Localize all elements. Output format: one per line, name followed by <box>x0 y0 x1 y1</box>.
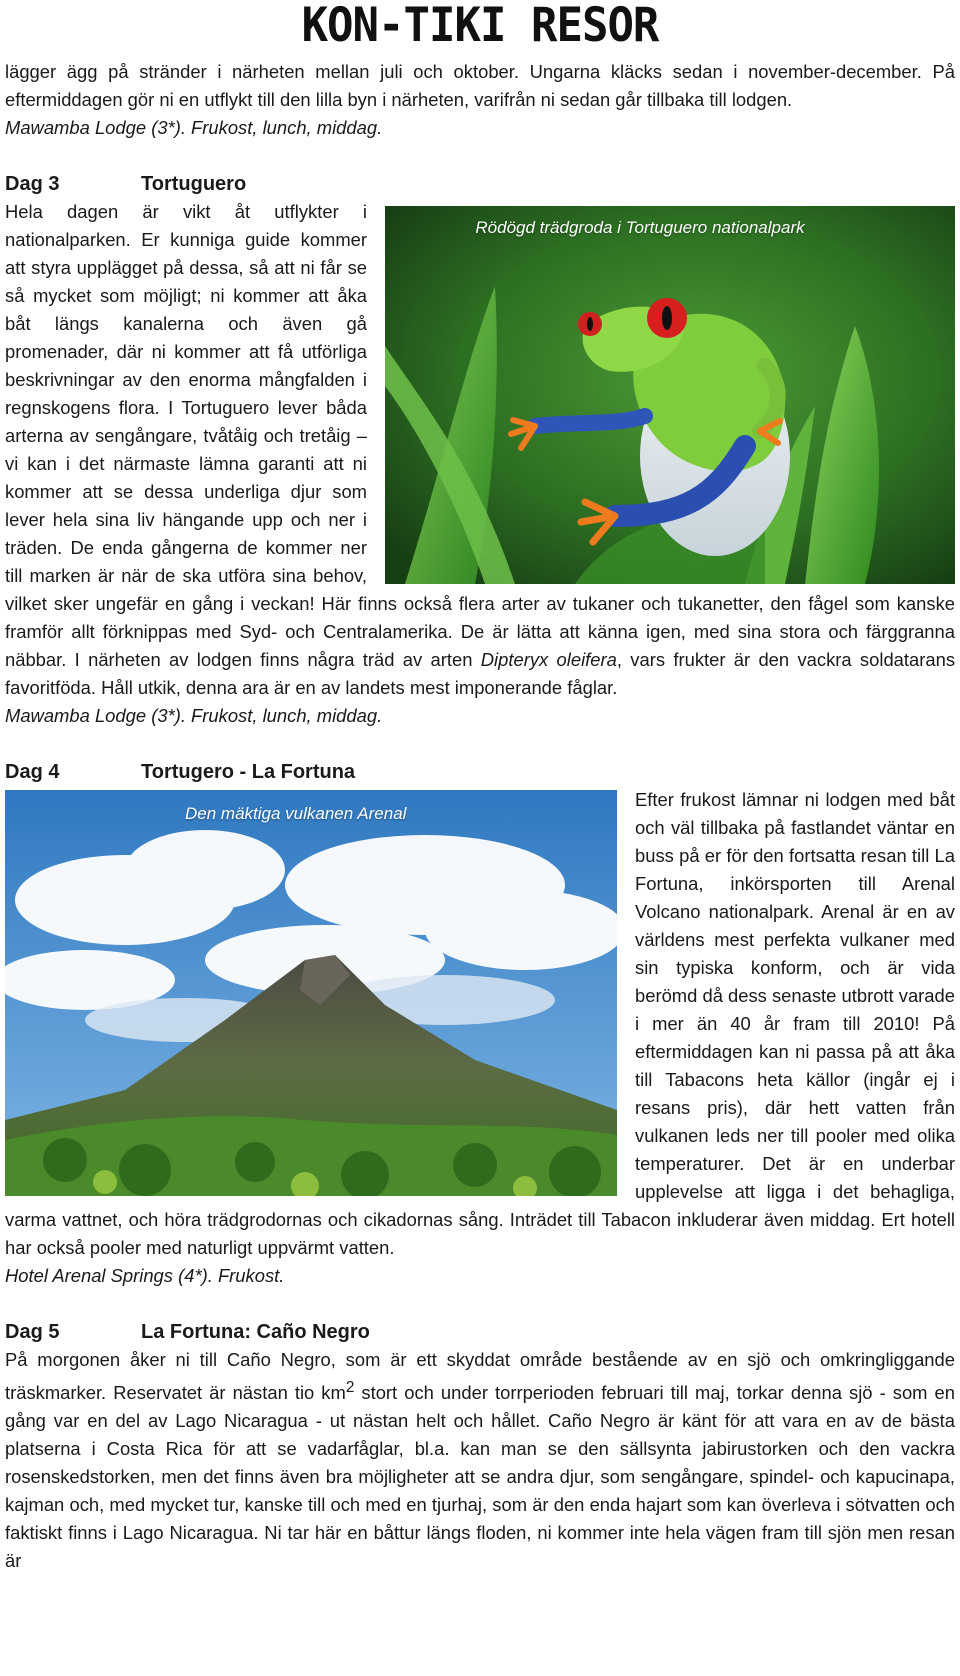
day4-hotel: Hotel Arenal Springs (4*). Frukost. <box>5 1265 285 1286</box>
day3-species: Dipteryx oleifera <box>480 649 617 670</box>
volcano-photo <box>5 790 617 1196</box>
document-body <box>5 58 955 1575</box>
intro-lodge: Mawamba Lodge (3*). Frukost, lunch, middag. <box>5 117 383 138</box>
day4-label: Dag 4 <box>5 761 60 783</box>
day3-heading <box>5 170 955 198</box>
day4-paragraph: Efter frukost lämnar ni lodgen med båt och väl tillbaka på fastlandet väntar en buss på er för den fortsatta resan till La Fortuna, inkörsporten till Arenal Volcano nationalpark. Arenal är en av världens mest perfekta vulkaner med sin typiska konform, och är vida berömd då dess senaste utbrott varade i mer än 40 år fram till 2010! På eftermiddagen kan ni passa på att åka till Tabacons heta källor (ingår ej i resans pris), där hett vatten från vulkanen leds ner till pooler med olika temperaturer. Det är en underbar upplevelse att ligga i det behagliga, varma vattnet, och höra trädgrodornas och cikadornas sång. Inträdet till Tabacon inkluderar även middag. Ert hotell har också pooler med naturligt uppvärmt vatten. <box>5 789 955 1258</box>
brand-logo: KON-TIKI RESOR <box>301 0 659 53</box>
frog-photo-icon <box>385 206 955 584</box>
day5-label: Dag 5 <box>5 1321 60 1343</box>
day3-label: Dag 3 <box>5 173 60 195</box>
volcano-photo-icon <box>5 790 617 1196</box>
day5-heading <box>5 1318 955 1346</box>
day5-superscript: 2 <box>345 1379 355 1396</box>
day5-paragraph: På morgonen åker ni till Caño Negro, som är ett skyddat område bestående av en sjö och omkringliggande träskmarker. Reservatet är nästan tio $km^2$ stort och under torrperioden februari till maj, torkar denna sjö - som en gång var en del av Lago Nicaragua - ut nästan helt och hållet. Caño Negro är känt för att vara en av de bästa platserna i Costa Rica för att se vadarfåglar, bl.a. kan man se den sällsynta jabirustorken och den vackra rosenskedstorken, men det finns även bra möjligheter att se andra djur, som sengångare, spindel- och kapucinapa, kajman och, med mycket tur, kanske till och med en tjurhaj, som är den enda hajart som kan överleva i sötvatten och faktiskt finns i Lago Nicaragua. Ni tar här en båttur längs floden, ni kommer inte hela vägen fram till sjön men resan är <box>5 1349 955 1572</box>
frog-photo-caption: Rödögd trädgroda i Tortuguero nationalpark <box>475 218 805 237</box>
day3-lodge: Mawamba Lodge (3*). Frukost, lunch, middag. <box>5 705 383 726</box>
volcano-photo-caption: Den mäktiga vulkanen Arenal <box>185 804 407 823</box>
day4-title: Tortugero - La Fortuna <box>141 761 356 783</box>
frog-photo <box>385 206 955 584</box>
day5-title: La Fortuna: Caño Negro <box>141 1321 370 1343</box>
day3-paragraph: Hela dagen är vikt åt utflykter i nationalparken. Er kunniga guide kommer att styra upplägget på dessa, så att ni får se så mycket som möjligt; ni kommer att åka båt längs kanalerna och även gå promenader, där ni kommer att få utförliga beskrivningar av den enorma mångfalden i regnskogens flora. I Tortuguero lever båda arterna av sengångare, tvåtåig och tretåig – vi kan i det närmaste lämna garanti att ni kommer att se dessa underliga djur som lever hela sina liv hängande upp och ner i träden. De enda gångerna de kommer ner till marken är när de ska utföra sina behov, vilket sker ungefär en gång i veckan! Här finns också flera arter av tukaner och tukanetter, den fågel som kanske framför allt förknippas med Syd- och Centralamerika. De är lätta att känna igen, med sina stora och färggranna näbbar. I närheten av lodgen finns några träd av arten Dipteryx oleifera, vars frukter är den vackra soldatarans favoritföda. Håll utkik, denna ara är en av landets mest imponerande fåglar. <box>5 201 956 698</box>
intro-paragraph: lägger ägg på stränder i närheten mellan juli och oktober. Ungarna kläcks sedan i november-december. På eftermiddagen gör ni en utflykt till den lilla byn i närheten, varifrån ni sedan går tillbaka till lodgen. <box>5 61 955 110</box>
day3-title: Tortuguero <box>141 173 247 195</box>
day4-heading <box>5 758 955 786</box>
